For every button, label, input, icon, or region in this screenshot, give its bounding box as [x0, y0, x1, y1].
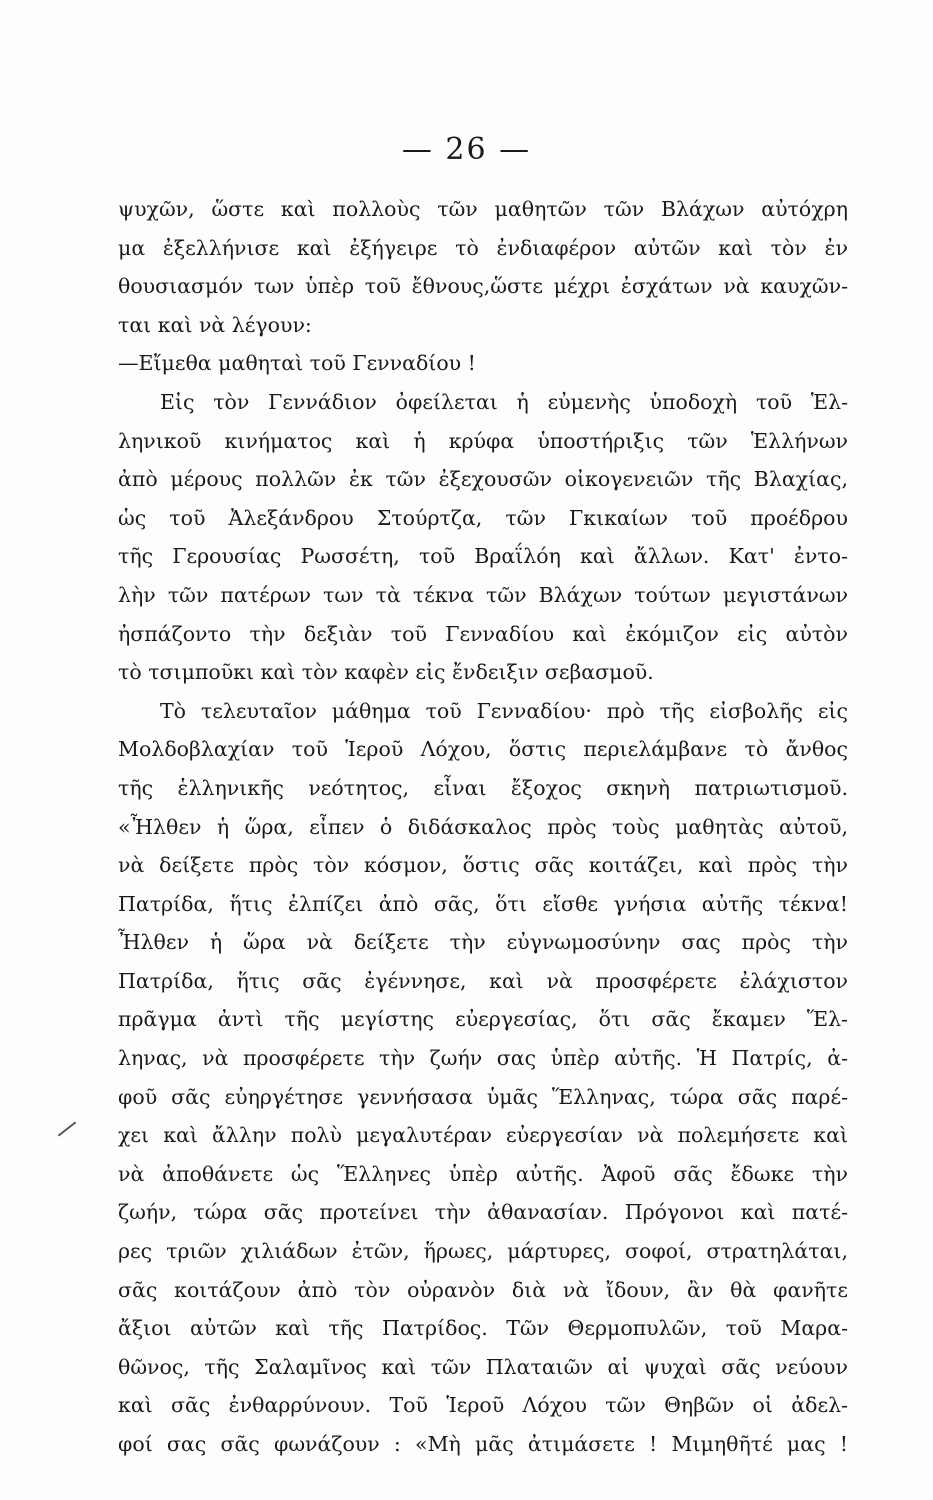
text-line: μα ἐξελλήνισε καὶ ἐξήγειρε τὸ ἐνδιαφέρον αὐτῶν καὶ τὸν ἐν — [118, 235, 848, 260]
page-number: — 26 — — [401, 132, 532, 167]
text-line: ἀπὸ μέρους πολλῶν ἐκ τῶν ἐξεχουσῶν οἰκογενειῶν τῆς Βλαχίας, — [118, 467, 848, 492]
margin-mark — [58, 1121, 77, 1136]
text-line: ρες τριῶν χιλιάδων ἐτῶν, ἥρωες, μάρτυρες, σοφοί, στρατηλάται, — [118, 1239, 848, 1264]
text-line: ἠσπάζοντο τὴν δεξιὰν τοῦ Γενναδίου καὶ ἐκόμιζον εἰς αὐτὸν — [118, 621, 848, 646]
text-line: πρᾶγμα ἀντὶ τῆς μεγίστης εὐεργεσίας, ὅτι σᾶς ἔκαμεν Ἕλ- — [118, 1007, 848, 1032]
text-line: Πατρίδα, ἥτις ἐλπίζει ἀπὸ σᾶς, ὅτι εἴσθε γνήσια αὐτῆς τέκνα! — [118, 891, 848, 916]
text-line: ληνικοῦ κινήματος καὶ ἡ κρύφα ὑποστήριξις τῶν Ἑλλήνων — [118, 428, 848, 453]
body-text — [118, 190, 848, 1464]
text-line: φοί σας σᾶς φωνάζουν : «Μὴ μᾶς ἀτιμάσετε ! Μιμηθῆτέ μας ! — [118, 1432, 848, 1456]
text-line: φοῦ σᾶς εὐηργέτησε γεννήσασα ὑμᾶς Ἕλληνας, τώρα σᾶς παρέ- — [118, 1084, 848, 1109]
text-line: Πατρίδα, ἥτις σᾶς ἐγέννησε, καὶ νὰ προσφέρετε ἐλάχιστον — [118, 968, 848, 993]
text-line: χει καὶ ἄλλην πολὺ μεγαλυτέραν εὐεργεσίαν νὰ πολεμήσετε καὶ — [118, 1123, 848, 1148]
text-line: θουσιασμόν των ὑπὲρ τοῦ ἔθνους,ὥστε μέχρι ἐσχάτων νὰ καυχῶν- — [118, 274, 848, 299]
text-line: ζωήν, τώρα σᾶς προτείνει τὴν ἀθανασίαν. Πρόγονοι καὶ πατέ- — [118, 1200, 848, 1225]
text-line: ληνας, νὰ προσφέρετε τὴν ζωήν σας ὑπὲρ αὐτῆς. Ἡ Πατρίς, ἀ- — [118, 1046, 848, 1071]
text-line: σᾶς κοιτάζουν ἀπὸ τὸν οὐρανὸν διὰ νὰ ἴδουν, ἂν θὰ φανῆτε — [118, 1277, 848, 1302]
text-line: «Ἦλθεν ἡ ὥρα, εἶπεν ὁ διδάσκαλος πρὸς τοὺς μαθητὰς αὐτοῦ, — [118, 814, 848, 839]
text-line: ἄξιοι αὐτῶν καὶ τῆς Πατρίδος. Τῶν Θερμοπυλῶν, τοῦ Μαρα- — [118, 1316, 848, 1341]
text-line: νὰ ἀποθάνετε ὡς Ἕλληνες ὑπὲρ αὐτῆς. Ἀφοῦ σᾶς ἔδωκε τὴν — [118, 1161, 848, 1186]
text-line: Ἦλθεν ἡ ὥρα νὰ δείξετε τὴν εὐγνωμοσύνην σας πρὸς τὴν — [118, 930, 848, 955]
text-line: θῶνος, τῆς Σαλαμῖνος καὶ τῶν Πλαταιῶν αἱ ψυχαὶ σᾶς νεύουν — [118, 1354, 848, 1379]
text-line: ὡς τοῦ Ἀλεξάνδρου Στούρτζα, τῶν Γκικαίων τοῦ προέδρου — [118, 505, 848, 530]
text-line: τῆς Γερουσίας Ρωσσέτη, τοῦ Βραΐλόη καὶ ἄλλων. Κατ' ἐντο- — [118, 544, 848, 569]
text-line: Μολδοβλαχίαν τοῦ Ἱεροῦ Λόχου, ὅστις περιελάμβανε τὸ ἄνθος — [118, 737, 848, 762]
text-line: τὸ τσιμποῦκι καὶ τὸν καφὲν εἰς ἔνδειξιν σεβασμοῦ. — [118, 660, 654, 685]
text-line: ται καὶ νὰ λέγουν: — [118, 312, 312, 337]
text-line: Τὸ τελευταῖον μάθημα τοῦ Γενναδίου· πρὸ τῆς εἰσβολῆς εἰς — [160, 698, 848, 723]
text-line: τῆς ἑλληνικῆς νεότητος, εἶναι ἔξοχος σκηνὴ πατριωτισμοῦ. — [118, 775, 848, 800]
text-line: λὴν τῶν πατέρων των τὰ τέκνα τῶν Βλάχων τούτων μεγιστάνων — [118, 582, 848, 607]
text-line: νὰ δείξετε πρὸς τὸν κόσμον, ὅστις σᾶς κοιτάζει, καὶ πρὸς τὴν — [118, 853, 848, 878]
text-line: Εἰς τὸν Γεννάδιον ὀφείλεται ἡ εὐμενὴς ὑποδοχὴ τοῦ Ἑλ- — [160, 389, 848, 414]
text-line: —Εἴμεθα μαθηταὶ τοῦ Γενναδίου ! — [118, 351, 476, 376]
text-line: ψυχῶν, ὥστε καὶ πολλοὺς τῶν μαθητῶν τῶν Βλάχων αὐτόχρη — [118, 197, 848, 221]
text-line: καὶ σᾶς ἐνθαρρύνουν. Τοῦ Ἱεροῦ Λόχου τῶν Θηβῶν οἱ ἀδελ- — [118, 1393, 848, 1418]
